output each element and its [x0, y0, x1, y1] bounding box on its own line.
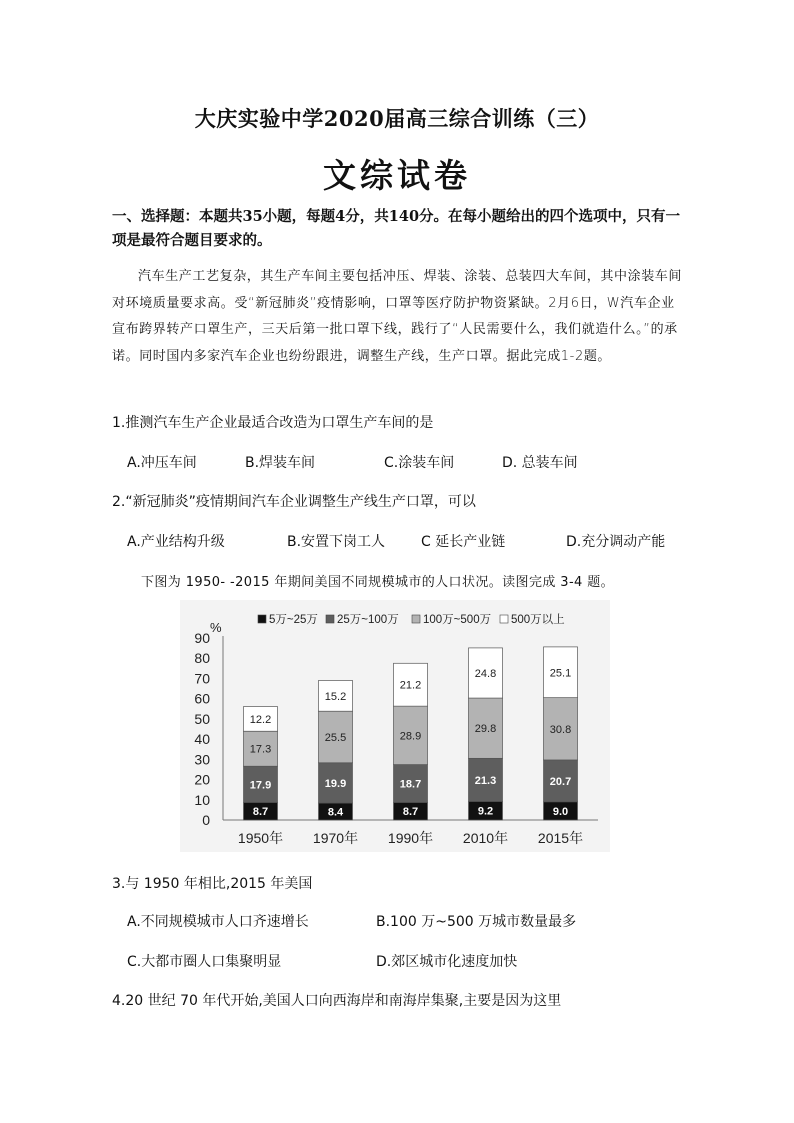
- chart-intro: 下图为 1950- -2015 年期间美国不同规模城市的人口状况。读图完成 3-4 题。: [141, 575, 615, 590]
- data-label: 24.8: [474, 667, 497, 680]
- legend-label: 500万以上: [511, 614, 565, 626]
- question-2-option-a: A.产业结构升级: [127, 534, 225, 550]
- y-tick-label: 0: [202, 812, 210, 828]
- legend-label: 25万~100万: [337, 614, 399, 626]
- question-2-option-d: D.充分调动产能: [566, 534, 666, 550]
- question-2-stem: 2.“新冠肺炎”疫情期间汽车企业调整生产线生产口罩，可以: [112, 494, 476, 510]
- data-label: 21.3: [474, 774, 497, 787]
- legend-swatch: [326, 615, 334, 623]
- legend-label: 5万~25万: [269, 614, 318, 626]
- data-label: 9.0: [552, 805, 569, 818]
- x-tick-label: 2010年: [462, 830, 509, 846]
- question-3-option-d: D.郊区城市化速度加快: [376, 954, 518, 970]
- legend-swatch: [412, 615, 420, 623]
- y-tick-label: 70: [194, 670, 210, 687]
- y-tick-label: 90: [194, 630, 210, 646]
- data-label: 19.9: [324, 777, 347, 790]
- x-tick-label: 2015年: [537, 830, 584, 846]
- data-label: 15.2: [324, 690, 347, 703]
- question-1-option-d: D. 总装车间: [502, 455, 578, 471]
- data-label: 9.2: [477, 805, 494, 818]
- question-3-option-b: B.100 万~500 万城市数量最多: [376, 914, 577, 930]
- x-tick-label: 1950年: [237, 830, 284, 846]
- question-2-option-c: C 延长产业链: [421, 534, 506, 550]
- question-4-stem: 4.20 世纪 70 年代开始,美国人口向西海岸和南海岸集聚,主要是因为这里: [112, 993, 562, 1009]
- question-1-stem: 1.推测汽车生产企业最适合改造为口罩生产车间的是: [112, 415, 434, 431]
- y-tick-label: 40: [194, 731, 210, 748]
- legend-swatch: [258, 615, 266, 623]
- population-stacked-bar-chart: [180, 600, 610, 852]
- passage-text: 汽车生产工艺复杂，其生产车间主要包括冲压、焊装、涂装、总装四大车间，其中涂装车间对环境质量要求高。受“新冠肺炎”疫情影响，口罩等医疗防护物资紧缺。2月6日，W汽车企业宣布跨界转产口罩生产，三天后第一批口罩下线，践行了“人民需要什么，我们就造什么。”的承诺。同时国内多家汽车企业也纷纷跟进，调整生产线，生产口罩。据此完成1-2题。: [112, 269, 683, 364]
- data-label: 20.7: [549, 775, 572, 788]
- data-label: 30.8: [549, 723, 572, 736]
- section-heading: 一、选择题：本题共35小题，每题4分，共140分。在每小题给出的四个选项中，只有一项是最符合题目要求的。: [112, 208, 681, 249]
- data-label: 8.4: [327, 806, 344, 819]
- data-label: 8.7: [252, 806, 269, 819]
- question-2-option-b: B.安置下岗工人: [287, 534, 386, 550]
- question-1-option-c: C.涂装车间: [384, 455, 455, 471]
- data-label: 12.2: [249, 713, 272, 726]
- x-tick-label: 1970年: [312, 830, 359, 846]
- question-1-option-a: A.冲压车间: [127, 455, 197, 471]
- y-axis-unit: %: [210, 620, 222, 635]
- question-3-option-a: A.不同规模城市人口齐速增长: [127, 914, 309, 930]
- question-3-stem: 3.与 1950 年相比,2015 年美国: [112, 876, 313, 892]
- data-label: 29.8: [474, 723, 497, 736]
- y-tick-label: 50: [194, 710, 210, 727]
- data-label: 28.9: [399, 730, 422, 743]
- x-tick-label: 1990年: [387, 830, 434, 846]
- legend-label: 100万~500万: [423, 614, 492, 626]
- data-label: 17.9: [249, 779, 272, 792]
- document-title: 大庆实验中学2020届高三综合训练（三）: [194, 106, 600, 131]
- question-3-option-c: C.大都市圈人口集聚明显: [127, 954, 282, 970]
- y-tick-label: 20: [194, 771, 210, 788]
- data-label: 17.3: [249, 743, 272, 756]
- question-1-option-b: B.焊装车间: [245, 455, 316, 471]
- y-tick-label: 80: [194, 650, 210, 667]
- data-label: 18.7: [399, 778, 422, 791]
- y-tick-label: 60: [194, 690, 210, 707]
- legend-swatch: [500, 615, 508, 623]
- data-label: 21.2: [399, 679, 422, 692]
- data-label: 8.7: [402, 806, 419, 819]
- document-subtitle: 文综试卷: [323, 156, 471, 195]
- y-tick-label: 10: [194, 791, 210, 808]
- y-tick-label: 30: [194, 751, 210, 768]
- data-label: 25.5: [324, 731, 347, 744]
- data-label: 25.1: [549, 667, 572, 680]
